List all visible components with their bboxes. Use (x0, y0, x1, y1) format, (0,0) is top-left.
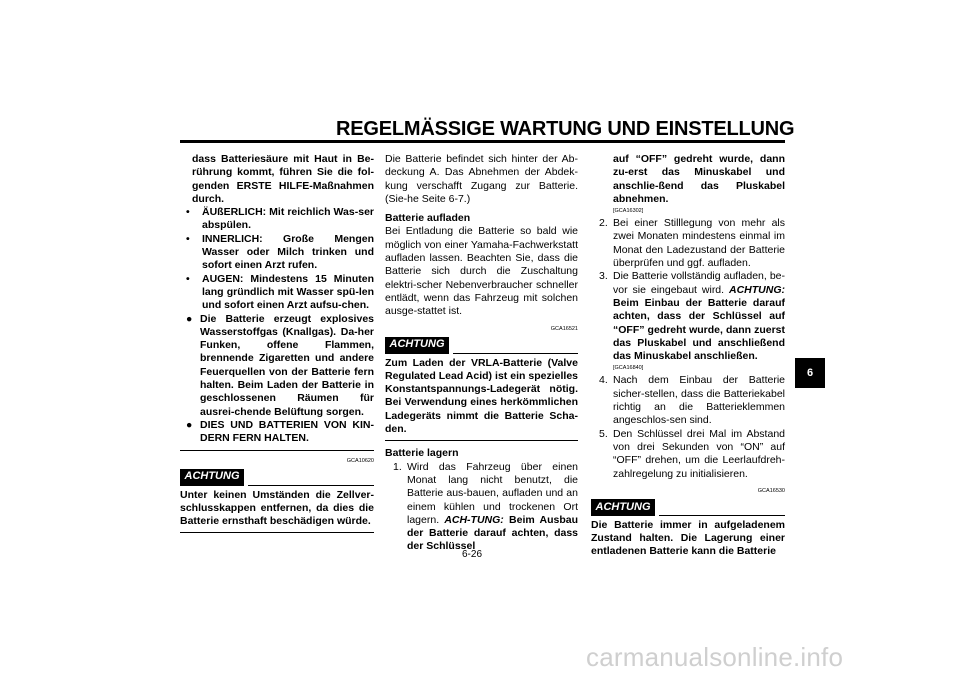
heading-charging: Batterie aufladen (385, 212, 471, 225)
storage-step-5: 5. Den Schlüssel drei Mal im Abstand von drei Sekunden von “ON” auf “OFF” drehen, um die Leerlaufdreh-zahlregelung zu initialisieren. (599, 427, 785, 480)
reference-code: GCA16530 (757, 487, 785, 494)
storage-step-3: 3. Die Batterie vollständig aufladen, be-vor sie eingebaut wird. ACHTUNG: Beim Einbau der Batterie darauf achten, dass der Schlüssel auf “OFF” gedreht wurde, dann zuerst das Pluskabel und anschließend das Minuskabel anschließen. (599, 270, 785, 363)
reference-code: GCA16521 (550, 325, 578, 332)
achtung-label: ACHTUNG (591, 499, 655, 516)
reference-code: [GCA16840] (613, 365, 644, 372)
storage-step-1-continued: auf “OFF” gedreht wurde, dann zu-erst das Minuskabel und anschlie-ßend das Pluskabel abnehmen. (613, 153, 785, 205)
bullet-marker: • (186, 272, 190, 285)
achtung-header (385, 337, 578, 357)
column-3 (591, 153, 785, 559)
first-aid-internal: • INNERLICH: Große Mengen Wasser oder Milch trinken und sofort einen Arzt rufen. (186, 232, 374, 272)
section-rule (180, 532, 374, 533)
first-aid-eyes: • AUGEN: Mindestens 15 Minuten lang gründlich mit Wasser spü-len und sofort einen Arzt aufsu-chen. (186, 272, 374, 312)
bullet-dot-icon: ● (186, 418, 193, 431)
achtung-label: ACHTUNG (180, 469, 244, 486)
page-number: 6-26 (462, 549, 483, 560)
column-2 (385, 153, 578, 554)
title-rule (180, 140, 785, 143)
battery-location-text: Die Batterie befindet sich hinter der Ab-deckung A. Das Abnehmen der Abdek-kung verschafft Zugang zur Batterie. (Sie-he Seite 6-7.) (385, 153, 578, 205)
achtung-header (591, 499, 785, 519)
storage-step-4: 4. Nach dem Einbau der Batterie sicher-stellen, dass die Batteriekabel richtig an die Batterieklemmen angeschlos-sen sind. (599, 374, 785, 427)
page-title: REGELMÄSSIGE WARTUNG UND EINSTELLUNG (336, 118, 795, 140)
first-aid-external: • ÄUßERLICH: Mit reichlich Was-ser abspülen. (186, 206, 374, 232)
achtung-text: Zum Laden der VRLA-Batterie (Valve Regulated Lead Acid) ist ein spezielles Konstantspannungs-Ladegerät nötig. Bei Verwendung eines herkömmlichen Ladegeräts nimmt die Batterie Scha-den. (385, 356, 578, 436)
achtung-text: Unter keinen Umständen die Zellver-schlusskappen entfernen, da dies die Batterie ernsthaft beschädigen würde. (180, 488, 374, 528)
heading-storage: Batterie lagern (385, 447, 459, 460)
chapter-tab: 6 (795, 358, 825, 388)
reference-code: [GCA16302] (613, 208, 644, 215)
charging-text: Bei Entladung die Batterie so bald wie möglich von einer Yamaha-Fachwerkstatt aufladen lassen. Beachten Sie, dass die Batterie sich durch die Zuschaltung elektri-scher Nebenverbraucher schneller entlädt, wenn das Fahrzeug mit solchen ausge-stattet ist. (385, 225, 578, 318)
achtung-header (180, 469, 374, 489)
bullet-marker: • (186, 206, 190, 219)
storage-step-1: 1. Wird das Fahrzeug über einen Monat lang nicht benutzt, die Batterie aus-bauen, aufladen und an einem kühlen und trockenen Ort lagern. ACH-TUNG: Beim Ausbau der Batterie darauf achten, dass der Schlüssel (393, 460, 578, 553)
bullet-dot-icon: ● (186, 312, 193, 325)
hydrogen-warning: ● Die Batterie erzeugt explosives Wasserstoffgas (Knallgas). Da-her Funken, offene Flammen, brennende Zigaretten und andere Feuerquellen von der Batterie fern halten. Beim Laden der Batterie in geschlossenen Räumen für ausrei-chende Belüftung sorgen. (186, 312, 374, 418)
column-1 (180, 153, 374, 533)
achtung-text: Die Batterie immer in aufgeladenem Zustand halten. Die Lagerung einer entladenen Batterie kann die Batterie (591, 518, 785, 558)
bullet-marker: • (186, 232, 190, 245)
reference-code: GCA10620 (346, 457, 374, 464)
watermark: carmanualsonline.info (586, 642, 844, 672)
storage-step-2: 2. Bei einer Stilllegung von mehr als zwei Monaten mindestens einmal im Monat den Ladezustand der Batterie überprüfen und ggf. aufladen. (599, 217, 785, 270)
children-warning: ● DIES UND BATTERIEN VON KIN-DERN FERN HALTEN. (186, 418, 374, 445)
achtung-label: ACHTUNG (385, 337, 449, 354)
warning-intro: dass Batteriesäure mit Haut in Be-rührung kommt, führen Sie die fol-genden ERSTE HILFE-Maßnahmen durch. (192, 153, 374, 205)
